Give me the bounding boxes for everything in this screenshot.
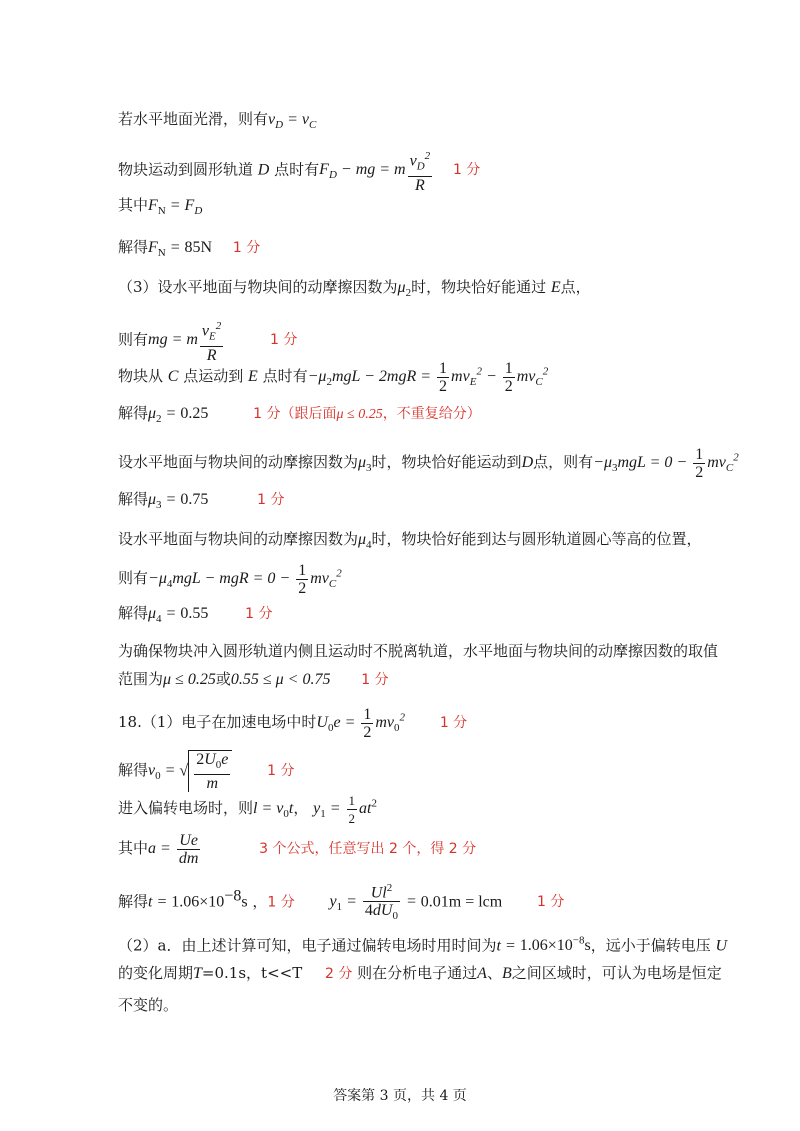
point-c: C — [167, 368, 179, 386]
point-d: D — [257, 161, 270, 179]
equation: $-\mu_4mgL$ − mgR = 0 − $\frac{1}{2}$ $mv_C^2$ — [148, 562, 342, 597]
text: 点运动到 — [183, 367, 244, 386]
text: 设水平地面与物块间的动摩擦因数为 — [118, 453, 359, 472]
line-deflection-entry: 进入偏转电场时，则$l = v_0t$， $y_1$ = $\frac{1}{2}$ $at^2$ — [118, 793, 377, 826]
text: 若水平地面光滑，则有 — [118, 110, 269, 128]
equation: $-\mu_2mgL - 2mgR$ = $\frac{1}{2}$ $mv_E^2$ − $\frac{1}{2}$ $mv_C^2$ — [307, 360, 549, 395]
line-mu3-result — [118, 488, 284, 516]
text: 其中 — [118, 196, 149, 214]
text: 时，物块恰好能通过 — [411, 278, 547, 296]
text: 范围为 — [118, 670, 164, 688]
score-mark: 1 分 — [267, 894, 295, 911]
line-mu2-result — [118, 402, 481, 430]
line-t-y1-result: 解得$t = 1.06\times 10^{-8}s$ ，1 分 $y_1$ = $\frac{Ul^2}{4dU_0}$ = 0.01m = lcm 1 分 — [118, 882, 565, 923]
line-part2a — [118, 930, 727, 957]
score-mark: 1 分 — [361, 672, 389, 688]
text: 时，物块恰好能到达与圆形轨道圆心等高的位置， — [371, 530, 702, 548]
text: 为确保物块冲入圆形轨道内侧且运动时不脱离轨道，水平地面与物块间的动摩擦因数的取值 — [118, 642, 719, 660]
points-a-b: A — [477, 965, 487, 982]
score-mark: 1 分 — [439, 715, 468, 732]
equation: mg = m $\frac{v_E^2}{R}$ — [148, 320, 222, 364]
point-e: E — [248, 368, 258, 386]
equation-t: t = — [148, 893, 172, 911]
text: 解得 — [118, 404, 149, 422]
mu3-value: 0.75 — [180, 491, 209, 508]
score-mark: 1 分 — [257, 492, 285, 508]
voltage-u: U — [715, 937, 728, 955]
line-part3-intro — [118, 276, 591, 304]
line-mu4-result — [118, 602, 272, 630]
score-mark: 1 分 — [245, 606, 273, 622]
mu-condition: μ ≤ 0.25 — [336, 407, 383, 422]
score-mark: 1 分 — [270, 332, 298, 349]
fn-value: 85N — [184, 239, 213, 256]
t-exponent: −8 — [224, 887, 242, 905]
text: 的变化周期 — [118, 964, 194, 982]
text: 18.（1）电子在加速电场中时 — [118, 713, 317, 732]
mu2-symbol: $\mu_2$ — [397, 279, 412, 300]
text: 物块运动到圆形轨道 — [118, 160, 254, 179]
equation: $F_D$ − mg = m $\frac{v_D^2}{R}$ — [319, 150, 431, 194]
points-b: B — [501, 965, 512, 982]
equation: $U_0e$ = $\frac{1}{2}$ $mv_0^2$ — [316, 706, 406, 741]
equation: $F_N = F_D$ — [148, 197, 203, 218]
mu4-symbol: $\mu_4$ — [358, 531, 372, 552]
range-b: 0.55 ≤ μ < 0.75 — [230, 671, 331, 688]
text: 其中 — [118, 839, 149, 858]
page-footer: 答案第 3 页，共 4 页 — [333, 1088, 467, 1104]
mu4-value: 0.55 — [180, 605, 209, 622]
text: 物块从 — [118, 367, 164, 386]
equation: $-\mu_3mgL = 0$ − $\frac{1}{2}$ $mv_C^2$ — [593, 446, 739, 481]
equation-y1: $y_1$ = $\frac{Ul^2}{4dU_0}$ = — [329, 882, 421, 923]
line-point-d-force — [118, 148, 480, 194]
line-mu3-intro — [118, 446, 739, 481]
mu2-value: 0.25 — [180, 405, 209, 422]
score-mark: 1 分 — [232, 240, 261, 256]
text: 解得 — [118, 604, 149, 622]
text: 则有 — [118, 569, 149, 588]
y1-value: 0.01m = lcm — [420, 893, 503, 911]
equation: $\mu_4$ = — [148, 605, 181, 626]
text: ，远小于偏转电压 — [590, 936, 711, 955]
line-q18-part1 — [118, 706, 467, 741]
score-mark: 3 个公式，任意写出 2 个，得 2 分 — [259, 841, 477, 858]
text: 解得 — [118, 238, 149, 256]
line-mu4-intro — [118, 528, 702, 556]
text: 之间区域时，可认为电场是恒定 — [511, 964, 722, 982]
equation: $v_0$ = √ $\frac{2U_0e}{m}$ — [148, 762, 232, 779]
text: 则有 — [118, 330, 149, 349]
text: 点时有 — [274, 160, 320, 179]
text: 点， — [560, 278, 591, 296]
text: 解得 — [118, 490, 149, 508]
text: 解得 — [118, 760, 149, 779]
line-conclusion — [118, 640, 718, 662]
line-c-to-e-energy — [118, 360, 548, 395]
equation: a = $\frac{Ue}{dm}$ — [148, 832, 199, 867]
equation: $\mu_3$ = — [148, 491, 181, 512]
mu3-symbol: $\mu_3$ — [358, 454, 372, 475]
line-constant — [118, 994, 178, 1016]
line-vd-equals-vc — [118, 108, 316, 136]
equation: $v_D = v_C$ — [268, 111, 317, 132]
text: 不变的。 — [118, 996, 179, 1014]
line-range — [118, 668, 389, 691]
text: =0.1s，t<<T — [201, 964, 303, 982]
line-period: 的变化周期T=0.1s，t<<T 2 分 则在分析电子通过A、B之间区域时，可认为电场是恒定 — [118, 964, 722, 982]
equation-t: $t = 1.06\times 10^{-8}s$ — [496, 935, 591, 955]
equation: $\mu_2$ = — [148, 405, 181, 426]
text: 设水平地面与物块间的动摩擦因数为 — [118, 530, 359, 548]
score-mark: 1 分 — [452, 162, 481, 179]
text: 解得 — [118, 892, 149, 911]
score-mark-note: ，不重复给分） — [382, 406, 481, 422]
range-a: μ ≤ 0.25 — [163, 671, 216, 688]
equation-l: $l = v_0t$ — [253, 800, 294, 821]
equation-y1: $y_1$ = $\frac{1}{2}$ $at^2$ — [313, 793, 377, 826]
text: 或 — [215, 670, 231, 688]
t-value: 1.06×10 — [171, 893, 225, 911]
text: 则在分析电子通过 — [357, 964, 478, 982]
line-mg-equals — [118, 318, 297, 364]
point-d: D — [521, 454, 534, 472]
line-fn-result — [118, 236, 260, 264]
text: 时，物块恰好能运动到 — [371, 453, 522, 472]
text: 点时有 — [262, 367, 308, 386]
text: 进入偏转电场时，则 — [118, 799, 254, 818]
line-mu4-equation — [118, 562, 342, 597]
line-v0-result — [118, 750, 295, 792]
period-symbol: T — [193, 965, 202, 982]
score-mark: 2 分 — [325, 966, 353, 982]
equation: $F_N$ = — [148, 239, 185, 260]
line-acceleration — [118, 832, 476, 867]
line-fn-equals-fd — [118, 194, 202, 222]
text: （2）a．由上述计算可知，电子通过偏转电场时用时间为 — [118, 936, 497, 955]
text: （3）设水平地面与物块间的动摩擦因数为 — [118, 278, 398, 296]
text: 点，则有 — [533, 453, 594, 472]
score-mark: 1 分 — [537, 894, 565, 911]
score-mark: 1 分（跟后面 — [253, 406, 337, 422]
point-e: E — [550, 279, 561, 296]
score-mark: 1 分 — [267, 762, 295, 779]
